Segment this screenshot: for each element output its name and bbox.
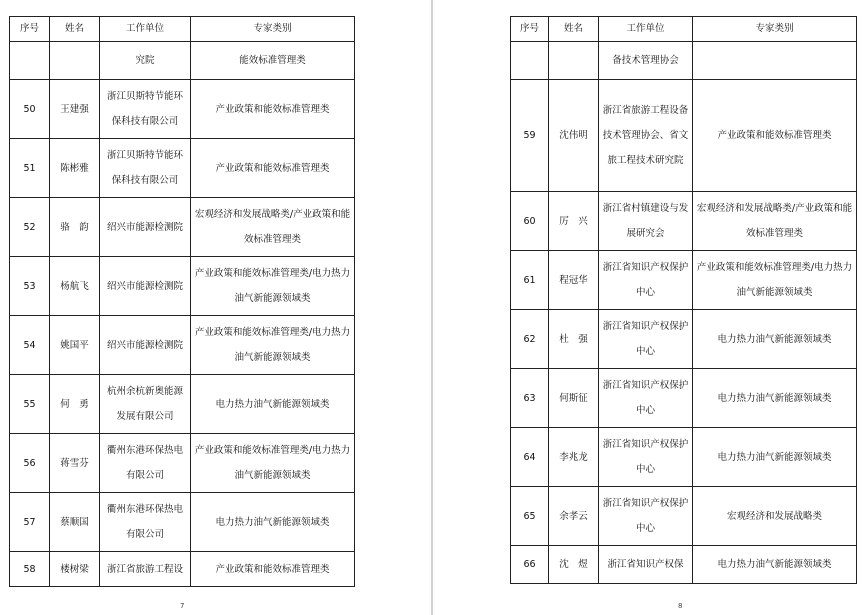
- row-name: 李兆龙: [549, 428, 599, 487]
- row-unit: 衢州东港环保热电有限公司: [100, 434, 191, 493]
- table-row: [511, 428, 857, 487]
- header-name: 姓名: [50, 17, 100, 42]
- row-seq: [10, 42, 50, 80]
- row-seq: 66: [511, 546, 549, 584]
- row-unit: 浙江省知识产权保: [599, 546, 693, 584]
- row-category: 产业政策和能效标准管理类: [693, 80, 857, 192]
- row-name: 杨航飞: [50, 257, 100, 316]
- row-category: 产业政策和能效标准管理类/电力热力油气新能源领域类: [191, 434, 355, 493]
- row-unit: 绍兴市能源检测院: [100, 257, 191, 316]
- row-name: 蔡顺国: [50, 493, 100, 552]
- row-seq: 53: [10, 257, 50, 316]
- row-category: 产业政策和能效标准管理类: [191, 139, 355, 198]
- row-category: 产业政策和能效标准管理类/电力热力油气新能源领域类: [191, 316, 355, 375]
- row-unit: 浙江省知识产权保护中心: [599, 310, 693, 369]
- row-name: 陈彬雅: [50, 139, 100, 198]
- row-category: 电力热力油气新能源领域类: [693, 310, 857, 369]
- row-name: 何斯征: [549, 369, 599, 428]
- row-seq: 55: [10, 375, 50, 434]
- table-row: [10, 552, 355, 587]
- table-row: [10, 375, 355, 434]
- row-unit: 浙江省旅游工程设: [100, 552, 191, 587]
- row-name: 蒋雪芬: [50, 434, 100, 493]
- row-name: 楼树梁: [50, 552, 100, 587]
- row-name: [549, 42, 599, 80]
- row-seq: 62: [511, 310, 549, 369]
- row-category: 能效标准管理类: [191, 42, 355, 80]
- row-name: 何 勇: [50, 375, 100, 434]
- row-unit: 备技术管理协会: [599, 42, 693, 80]
- row-unit: 衢州东港环保热电有限公司: [100, 493, 191, 552]
- row-unit: 浙江省知识产权保护中心: [599, 428, 693, 487]
- table-row: [511, 80, 857, 192]
- table-header-row: [511, 17, 857, 42]
- header-unit: 工作单位: [100, 17, 191, 42]
- page-number: 8: [678, 602, 683, 610]
- row-unit: 浙江省知识产权保护中心: [599, 369, 693, 428]
- row-unit: 杭州余杭新奥能源发展有限公司: [100, 375, 191, 434]
- row-category: 宏观经济和发展战略类/产业政策和能效标准管理类: [191, 198, 355, 257]
- row-unit: 绍兴市能源检测院: [100, 198, 191, 257]
- table-row: [511, 42, 857, 80]
- table-row: [511, 310, 857, 369]
- row-seq: 60: [511, 192, 549, 251]
- row-name: 骆 韵: [50, 198, 100, 257]
- row-unit: 绍兴市能源检测院: [100, 316, 191, 375]
- table-header-row: [10, 17, 355, 42]
- row-name: 沈伟明: [549, 80, 599, 192]
- row-name: [50, 42, 100, 80]
- header-category: 专家类别: [191, 17, 355, 42]
- table-row: [10, 42, 355, 80]
- row-seq: 54: [10, 316, 50, 375]
- row-name: 厉 兴: [549, 192, 599, 251]
- expert-table-left: [9, 16, 355, 587]
- row-name: 余孝云: [549, 487, 599, 546]
- row-seq: 59: [511, 80, 549, 192]
- table-row: [511, 487, 857, 546]
- row-name: 杜 强: [549, 310, 599, 369]
- row-category: 宏观经济和发展战略类/产业政策和能效标准管理类: [693, 192, 857, 251]
- row-seq: 61: [511, 251, 549, 310]
- page-number: 7: [180, 602, 185, 610]
- row-name: 程冠华: [549, 251, 599, 310]
- row-seq: 65: [511, 487, 549, 546]
- row-category: 电力热力油气新能源领域类: [191, 375, 355, 434]
- row-seq: 52: [10, 198, 50, 257]
- header-category: 专家类别: [693, 17, 857, 42]
- row-category: 电力热力油气新能源领域类: [191, 493, 355, 552]
- table-body-left: [10, 42, 355, 587]
- row-category: 产业政策和能效标准管理类/电力热力油气新能源领域类: [191, 257, 355, 316]
- row-name: 姚国平: [50, 316, 100, 375]
- row-unit: 浙江省知识产权保护中心: [599, 251, 693, 310]
- row-category: 电力热力油气新能源领域类: [693, 428, 857, 487]
- row-seq: 50: [10, 80, 50, 139]
- row-seq: 57: [10, 493, 50, 552]
- document-page-left: [0, 0, 431, 615]
- table-row: [511, 251, 857, 310]
- table-row: [10, 434, 355, 493]
- row-seq: 56: [10, 434, 50, 493]
- table-row: [511, 546, 857, 584]
- table-row: [511, 369, 857, 428]
- row-name: 沈 煜: [549, 546, 599, 584]
- table-row: [10, 493, 355, 552]
- header-seq: 序号: [511, 17, 549, 42]
- row-seq: 63: [511, 369, 549, 428]
- table-row: [10, 80, 355, 139]
- row-seq: 51: [10, 139, 50, 198]
- row-unit: 浙江省旅游工程设备技术管理协会、省文旅工程技术研究院: [599, 80, 693, 192]
- table-row: [10, 198, 355, 257]
- row-unit: 浙江贝斯特节能环保科技有限公司: [100, 139, 191, 198]
- row-unit: 浙江省知识产权保护中心: [599, 487, 693, 546]
- row-name: 王建强: [50, 80, 100, 139]
- row-category: 电力热力油气新能源领域类: [693, 369, 857, 428]
- document-page-right: [433, 0, 863, 615]
- table-row: [511, 192, 857, 251]
- row-category: 产业政策和能效标准管理类/电力热力油气新能源领域类: [693, 251, 857, 310]
- row-category: 产业政策和能效标准管理类: [191, 552, 355, 587]
- table-body-right: [511, 42, 857, 584]
- header-name: 姓名: [549, 17, 599, 42]
- row-category: 产业政策和能效标准管理类: [191, 80, 355, 139]
- row-category: 电力热力油气新能源领域类: [693, 546, 857, 584]
- header-unit: 工作单位: [599, 17, 693, 42]
- row-seq: [511, 42, 549, 80]
- header-seq: 序号: [10, 17, 50, 42]
- row-unit: 究院: [100, 42, 191, 80]
- row-seq: 58: [10, 552, 50, 587]
- row-category: 宏观经济和发展战略类: [693, 487, 857, 546]
- row-unit: 浙江省村镇建设与发展研究会: [599, 192, 693, 251]
- row-seq: 64: [511, 428, 549, 487]
- table-row: [10, 257, 355, 316]
- row-category: [693, 42, 857, 80]
- table-row: [10, 139, 355, 198]
- table-row: [10, 316, 355, 375]
- row-unit: 浙江贝斯特节能环保科技有限公司: [100, 80, 191, 139]
- expert-table-right: [510, 16, 857, 584]
